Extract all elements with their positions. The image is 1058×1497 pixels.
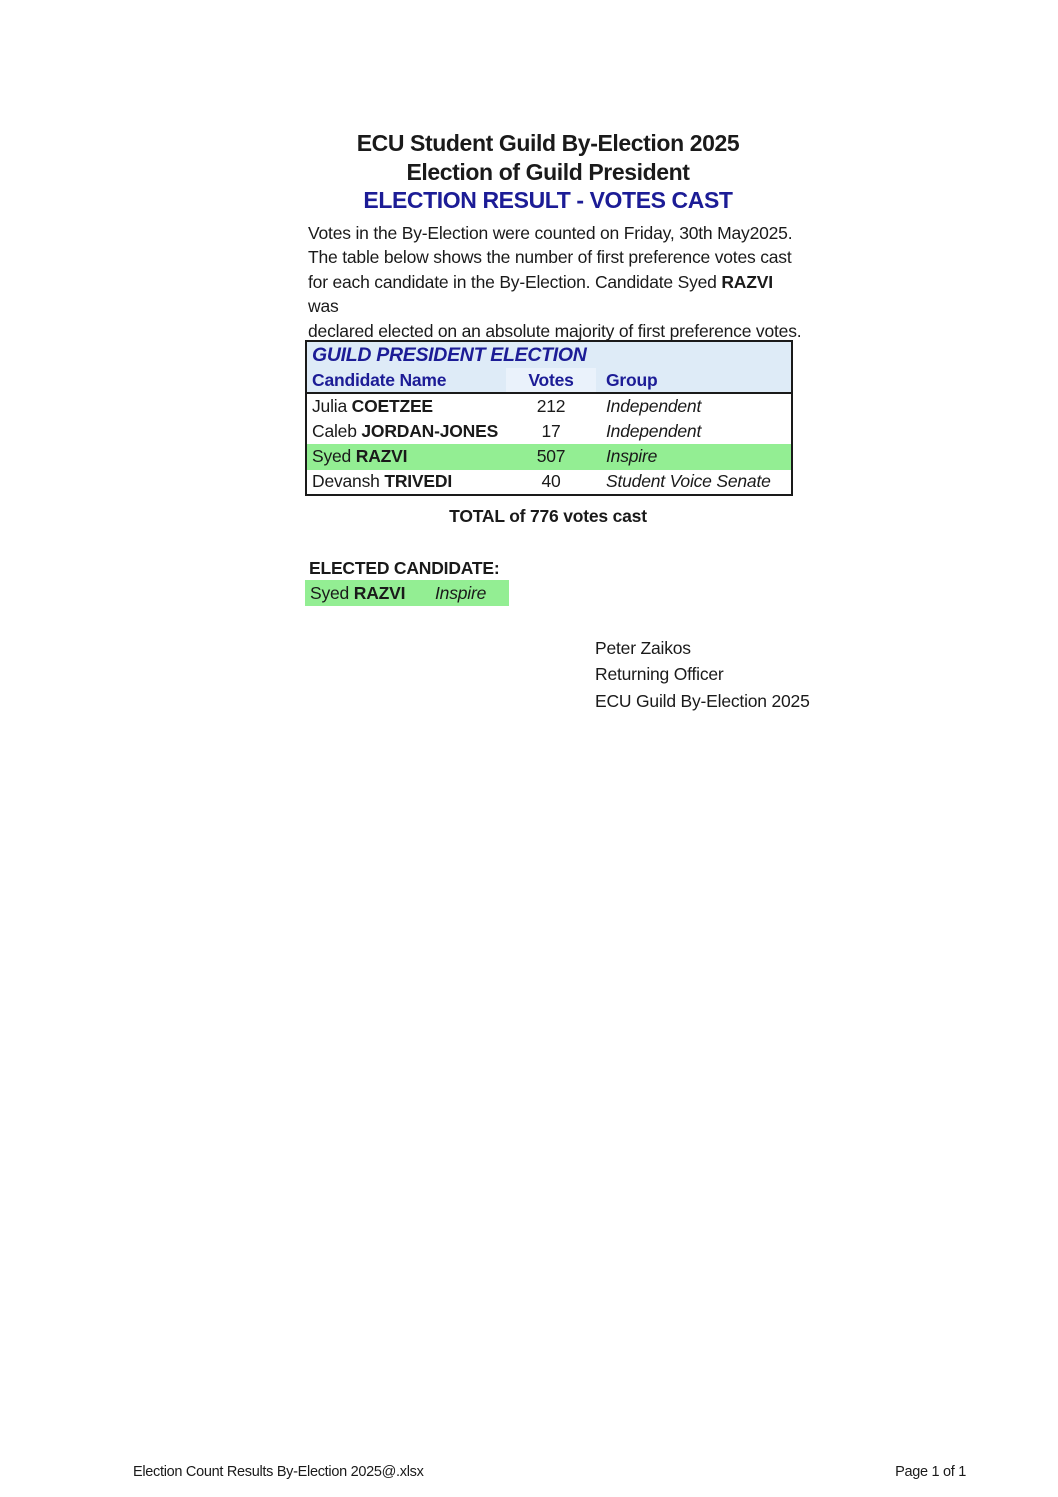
candidate-name-cell [306, 444, 506, 470]
votes-cell: 17 [541, 420, 561, 441]
table-title-row [306, 341, 792, 368]
votes-cell: 212 [536, 395, 566, 416]
candidate-last-name: JORDAN-JONES [361, 420, 499, 441]
elected-last-name: RAZVI [353, 583, 406, 603]
election-results-table [305, 340, 793, 496]
table-row [306, 393, 792, 419]
signature-role: Returning Officer [595, 664, 724, 685]
candidate-name-cell [306, 470, 506, 496]
candidate-name-cell [306, 419, 506, 445]
candidate-first-name: Caleb [312, 420, 362, 441]
elected-candidate-label: ELECTED CANDIDATE: [309, 558, 500, 578]
elected-candidate-band [305, 580, 509, 606]
title-block [284, 129, 812, 215]
group-cell: Inspire [596, 444, 792, 470]
candidate-first-name: Julia [312, 395, 352, 416]
votes-cell: 40 [541, 471, 561, 492]
total-votes-line: TOTAL of 776 votes cast [449, 506, 647, 526]
doc-title-line2: Election of Guild President [406, 158, 690, 185]
footer-filename: Election Count Results By-Election 2025@.xlsx [133, 1464, 424, 1480]
candidate-last-name: TRIVEDI [384, 471, 452, 492]
elected-first-name: Syed [310, 583, 354, 603]
votes-cell: 507 [506, 444, 596, 470]
page-footer [133, 1464, 966, 1480]
intro-line-1: Votes in the By-Election were counted on Friday, 30th May2025. [308, 223, 793, 243]
intro-paragraph [308, 221, 808, 343]
group-cell: Independent [606, 395, 702, 416]
candidate-last-name: RAZVI [355, 446, 408, 467]
intro-line-2: The table below shows the number of first preference votes cast [308, 247, 792, 268]
table-row [306, 419, 792, 445]
candidate-last-name: COETZEE [351, 395, 433, 416]
elected-candidate-name [310, 583, 405, 604]
table-title: GUILD PRESIDENT ELECTION [306, 341, 792, 368]
footer-page-indicator: Page 1 of 1 [895, 1464, 966, 1480]
candidate-name-cell [306, 393, 506, 419]
intro-line-3-post: was [308, 296, 339, 317]
col-header-group: Group [596, 368, 792, 393]
elected-candidate-group: Inspire [435, 583, 487, 603]
intro-line-4: declared elected on an absolute majority of first preference votes. [308, 320, 802, 341]
signature-name: Peter Zaikos [595, 638, 691, 658]
group-cell: Independent [606, 420, 702, 441]
intro-line-3 [308, 270, 808, 319]
table-row-elected [306, 444, 792, 470]
candidate-first-name: Devansh [312, 471, 385, 492]
intro-line-3-bold: RAZVI [721, 271, 773, 292]
table-header-row [306, 368, 792, 393]
intro-line-3-pre: for each candidate in the By-Election. Candidate Syed [308, 271, 722, 292]
col-header-candidate-name: Candidate Name [306, 368, 506, 393]
signature-event: ECU Guild By-Election 2025 [595, 690, 810, 711]
signature-block [595, 635, 810, 714]
doc-title-line1: ECU Student Guild By-Election 2025 [356, 130, 740, 156]
candidate-first-name: Syed [312, 446, 356, 467]
table-row [306, 470, 792, 496]
col-header-votes: Votes [506, 368, 596, 393]
doc-title-line3: ELECTION RESULT - VOTES CAST [363, 187, 733, 213]
group-cell: Student Voice Senate [606, 471, 771, 492]
